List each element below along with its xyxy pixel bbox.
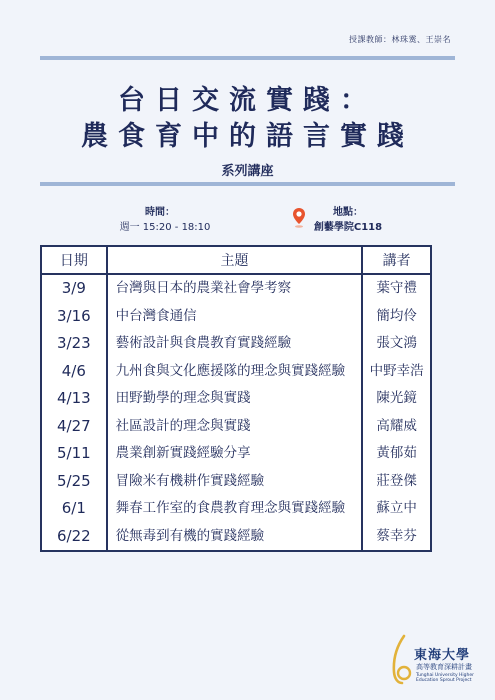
title-line-1: 台日交流實踐： [118, 85, 377, 116]
row-topic: 九州食與文化應援隊的理念與實踐經驗 [107, 358, 363, 386]
table-row [41, 495, 431, 523]
row-topic: 農業創新實踐經驗分享 [107, 440, 363, 468]
row-speaker: 張文鴻 [362, 330, 431, 358]
row-date: 3/9 [41, 274, 107, 303]
title-line-2: 農食育中的語言實踐 [81, 121, 414, 152]
university-logo [388, 632, 488, 692]
logo-name: 東海大學 [414, 648, 471, 663]
row-topic: 藝術設計與食農教育實踐經驗 [107, 330, 363, 358]
row-speaker: 簡均伶 [362, 303, 431, 331]
row-topic: 田野勤學的理念與實踐 [107, 385, 363, 413]
row-date: 4/6 [41, 358, 107, 386]
row-speaker: 中野幸浩 [362, 358, 431, 386]
logo-english: Tunghai University Higher Education Sprout Project [416, 673, 475, 683]
row-speaker: 陳光鏡 [362, 385, 431, 413]
table-row [41, 413, 431, 441]
time-value: 週一 15:20 - 18:10 [119, 222, 211, 233]
logo-subtitle: 高等教育深耕計畫 [416, 663, 472, 671]
header-topic: 主題 [107, 246, 363, 274]
series-label: 系列講座 [221, 164, 274, 179]
row-speaker: 高耀威 [362, 413, 431, 441]
row-speaker: 莊登傑 [362, 468, 431, 496]
table-row [41, 385, 431, 413]
row-speaker: 黃郁茹 [362, 440, 431, 468]
row-date: 3/23 [41, 330, 107, 358]
row-topic: 舞春工作室的食農教育理念與實踐經驗 [107, 495, 363, 523]
schedule-table [40, 245, 432, 552]
header-date: 日期 [41, 246, 107, 274]
row-speaker: 葉守禮 [362, 274, 431, 303]
row-speaker: 蘇立中 [362, 495, 431, 523]
row-date: 6/22 [41, 523, 107, 552]
time-label: 時間： [145, 207, 175, 218]
row-date: 4/27 [41, 413, 107, 441]
row-topic: 從無毒到有機的實踐經驗 [107, 523, 363, 552]
row-topic: 社區設計的理念與實踐 [107, 413, 363, 441]
row-speaker: 蔡幸芬 [362, 523, 431, 552]
row-topic: 中台灣食通信 [107, 303, 363, 331]
table-row [41, 523, 431, 552]
table-header-row [41, 246, 431, 274]
mid-divider [40, 182, 455, 186]
row-date: 4/13 [41, 385, 107, 413]
row-date: 5/11 [41, 440, 107, 468]
row-date: 5/25 [41, 468, 107, 496]
table-row [41, 440, 431, 468]
header-speaker: 講者 [362, 246, 431, 274]
location-pin-icon [292, 207, 306, 229]
table-row [41, 468, 431, 496]
place-value: 創藝學院C118 [313, 222, 383, 233]
row-topic: 冒險米有機耕作實踐經驗 [107, 468, 363, 496]
university-logo-icon [388, 632, 414, 686]
table-row [41, 303, 431, 331]
row-date: 3/16 [41, 303, 107, 331]
teacher-credit: 授課教師：林珠霙、王崇名 [349, 35, 451, 44]
table-row [41, 358, 431, 386]
table-row [41, 274, 431, 303]
place-label: 地點： [333, 207, 363, 218]
row-topic: 台灣與日本的農業社會學考察 [107, 274, 363, 303]
row-date: 6/1 [41, 495, 107, 523]
table-row [41, 330, 431, 358]
top-divider [40, 56, 455, 60]
